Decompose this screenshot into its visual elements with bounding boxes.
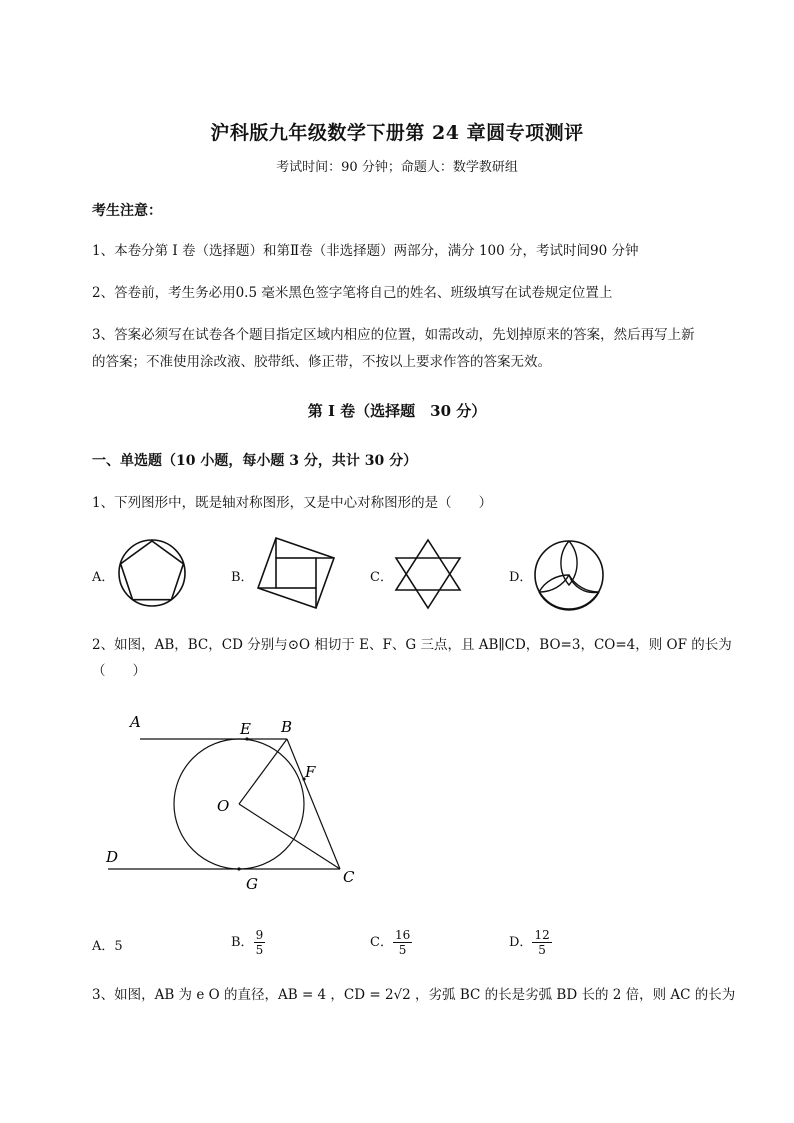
q1-option-d-figure (532, 538, 606, 612)
q1-option-a-label: A． (92, 570, 115, 585)
notice-item-2: 2、答卷前，考生务必用0.5 毫米黑色签字笔将自己的姓名、班级填写在试卷规定位置上 (92, 285, 613, 301)
q2-option-b-fraction (254, 928, 266, 957)
notice-item-3-cont: 的答案；不准使用涂改液、胶带纸、修正带，不按以上要求作答的答案无效。 (92, 354, 551, 370)
q2-option-b-label: B． (231, 935, 254, 950)
exam-info: 考试时间：90 分钟；命题人：数学教研组 (276, 160, 518, 175)
q2-option-b (231, 928, 265, 957)
q1-option-c-label: C． (370, 570, 393, 585)
q2-option-c (370, 928, 412, 957)
q2-option-d-denominator: 5 (538, 943, 546, 957)
q2-option-c-label: C． (370, 935, 393, 950)
q1-option-d-label: D． (509, 570, 533, 585)
label-f: F (305, 763, 316, 781)
q1-option-c-figure (394, 538, 464, 610)
label-g: G (246, 875, 258, 893)
q2-option-b-numerator: 9 (255, 928, 264, 942)
q2-option-a (92, 935, 123, 954)
notice-item-1: 1、本卷分第 I 卷（选择题）和第Ⅱ卷（非选择题）两部分，满分 100 分，考试时间90 分钟 (92, 243, 639, 259)
q2-option-c-numerator: 16 (394, 928, 411, 942)
q2-option-d-label: D． (509, 935, 533, 950)
label-e: E (240, 720, 251, 738)
q2-option-c-fraction (393, 928, 412, 957)
q2-option-a-value: 5 (114, 939, 123, 954)
q2-geometry-figure (100, 705, 370, 895)
page-title: 沪科版九年级数学下册第 24 章圆专项测评 (210, 122, 584, 144)
label-d: D (106, 848, 119, 866)
label-a: A (130, 713, 141, 731)
label-b: B (281, 718, 293, 736)
q1-option-a-figure (116, 538, 196, 610)
q2-option-a-label: A． (92, 939, 115, 954)
q2-option-d (509, 928, 552, 957)
q2-option-b-denominator: 5 (255, 943, 264, 957)
q1-option-b-figure (254, 534, 338, 610)
q2-stem-cont: （ ） (92, 663, 146, 679)
q1-stem: 1、下列图形中，既是轴对称图形，又是中心对称图形的是（ ） (92, 495, 493, 511)
section-title: 第 I 卷（选择题 30 分） (307, 402, 487, 420)
label-o: O (217, 797, 230, 815)
q3-stem: 3、如图，AB 为 e O 的直径，AB = 4 ，CD = 2√2 ，劣弧 BC 的长是劣弧 BD 长的 2 倍，则 AC 的长为 (92, 987, 736, 1003)
q2-option-d-numerator: 12 (534, 928, 550, 942)
notice-item-3: 3、答案必须写在试卷各个题目指定区域内相应的位置，如需改动，先划掉原来的答案，然后再写上新 (92, 327, 695, 343)
q2-option-c-denominator: 5 (398, 943, 407, 957)
label-c: C (343, 868, 355, 886)
q2-option-d-fraction (532, 928, 551, 957)
q2-stem: 2、如图，AB，BC，CD 分别与⊙O 相切于 E、F、G 三点，且 AB∥CD，BO=3，CO=4，则 OF 的长为 (92, 637, 732, 653)
q1-option-b-label: B． (231, 570, 254, 585)
notice-heading: 考生注意： (92, 203, 162, 219)
section-subheading: 一、单选题（10 小题，每小题 3 分，共计 30 分） (92, 453, 418, 469)
